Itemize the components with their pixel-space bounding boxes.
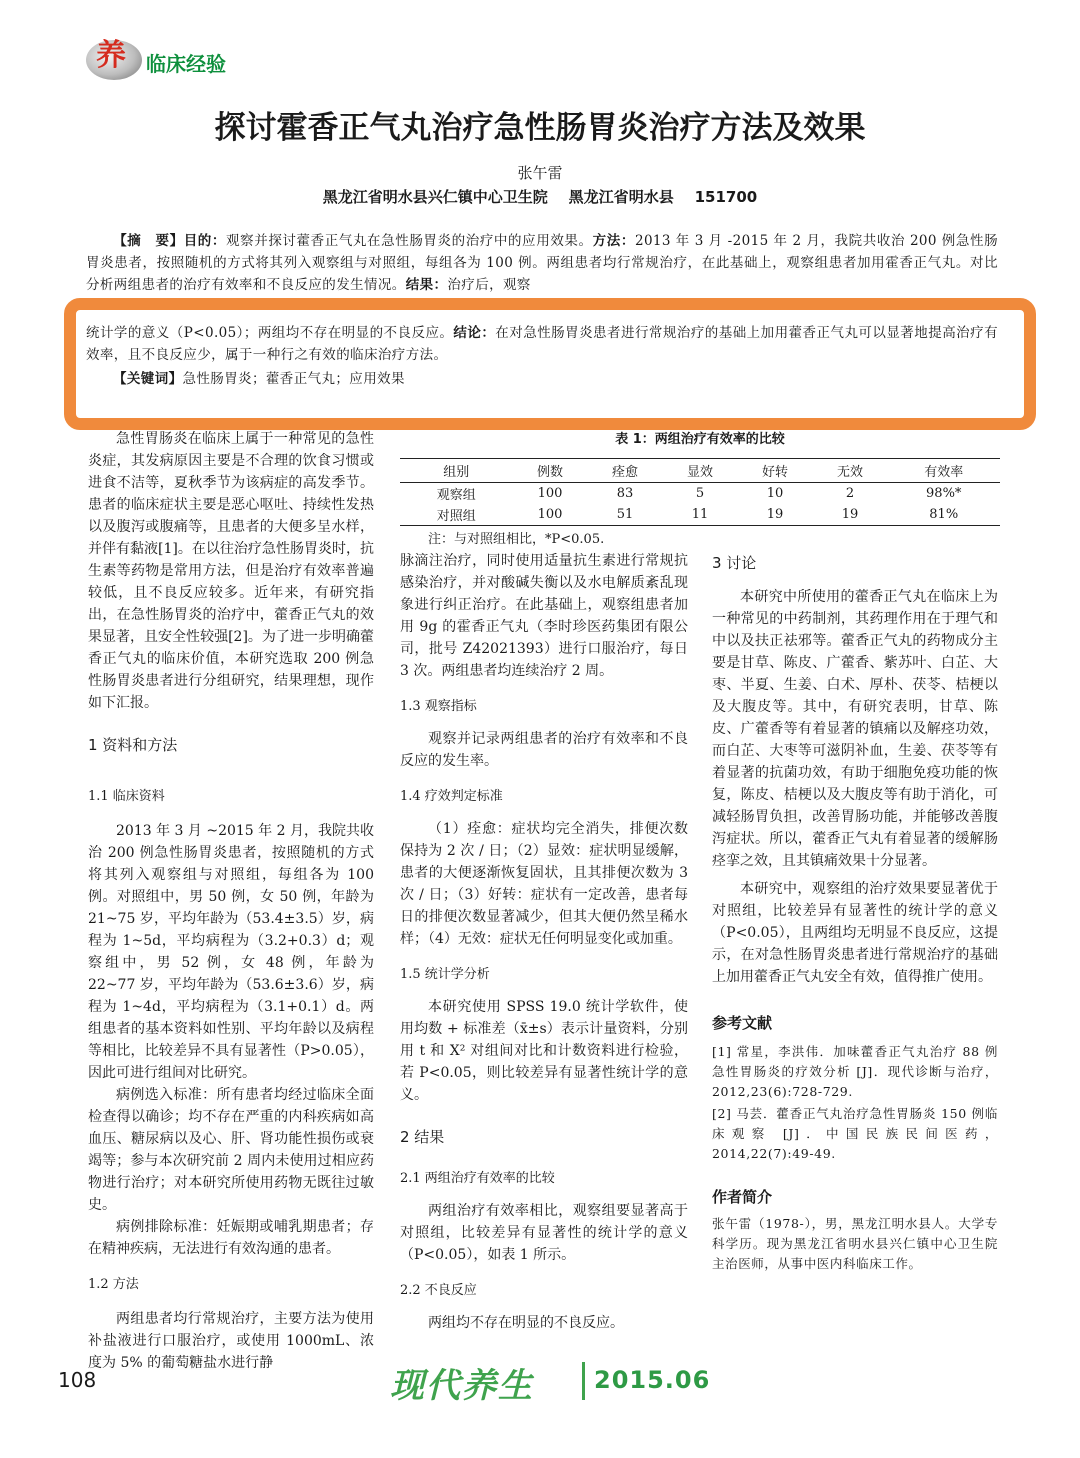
article-affiliation: 黑龙江省明水县兴仁镇中心卫生院 黑龙江省明水县 151700 bbox=[322, 188, 758, 206]
table-header-cell: 例数 bbox=[512, 459, 587, 483]
method-label: 方法： bbox=[592, 233, 635, 249]
conclusion-text: 在对急性肠胃炎患者进行常规治疗的基础上加用藿香正气丸可以显著地提高治疗有效率，且不良反应少，属于一种行之有效的临床治疗方法。 bbox=[86, 325, 998, 363]
heading-efficacy-comparison: 2.1 两组治疗有效率的比较 bbox=[400, 1171, 555, 1186]
exclusion-criteria-paragraph: 病例排除标准：妊娠期或哺乳期患者；存在精神疾病，无法进行有效沟通的患者。 bbox=[88, 1219, 374, 1257]
heading-statistics: 1.5 统计学分析 bbox=[400, 967, 490, 982]
footer-divider bbox=[582, 1362, 585, 1400]
heading-clinical-data: 1.1 临床资料 bbox=[88, 789, 165, 804]
table-cell: 19 bbox=[737, 504, 812, 526]
table-cell: 观察组 bbox=[436, 488, 476, 503]
heading-discussion: 3 讨论 bbox=[712, 554, 757, 572]
adverse-reactions-paragraph: 两组均不存在明显的不良反应。 bbox=[428, 1315, 624, 1331]
table-header-row bbox=[400, 459, 1000, 483]
table-cell: 5 bbox=[695, 486, 705, 501]
table-cell: 11 bbox=[662, 504, 737, 526]
heading-efficacy-criteria: 1.4 疗效判定标准 bbox=[400, 789, 503, 804]
keywords-text: 急性肠胃炎；藿香正气丸；应用效果 bbox=[182, 371, 405, 387]
intro-paragraph: 急性胃肠炎在临床上属于一种常见的急性炎症，其发病原因主要是不合理的饮食习惯或进食不洁等，夏秋季节为该病症的高发季节。患者的临床症状主要是恶心呕吐、持续性发热以及腹泻或腹痛等，且患者的大便多呈水样，并伴有黏液[1]。在以往治疗急性肠胃炎时，抗生素等药物是常用方法，但是治疗有效率普遍较低，且不良反应较多。近年来，有研究指出，在急性肠胃炎的治疗中，藿香正气丸的效果显著，且安全性较强[2]。为了进一步明确藿香正气丸的临床价值，本研究选取 200 例急性肠胃炎患者进行分组研究，结果理想，现作如下汇报。 bbox=[88, 431, 374, 711]
table-header-cell: 好转 bbox=[737, 459, 812, 483]
page-number: 108 bbox=[58, 1368, 97, 1392]
method-continued-paragraph: 脉滴注治疗，同时使用适量抗生素进行常规抗感染治疗，并对酸碱失衡以及水电解质紊乱现象进行纠正治疗。在此基础上，观察组患者加用 9g 的霍香正气丸（李时珍医药集团有限公司，批号 Z42021393）进行口服治疗，每日 3 次。两组患者均连续治疗 2 周。 bbox=[400, 553, 688, 679]
objective-label: 目的： bbox=[183, 233, 227, 249]
table-cell: 对照组 bbox=[400, 504, 512, 526]
table-header-cell: 显效 bbox=[662, 459, 737, 483]
heading-observation: 1.3 观察指标 bbox=[400, 699, 477, 714]
reference-item: [1] 常星，李洪伟．加味藿香正气丸治疗 88 例急性胃肠炎的疗效分析 [J]．现代诊断与治疗，2012,23(6):728-729. bbox=[712, 1044, 998, 1099]
efficacy-table bbox=[400, 458, 1000, 526]
column-right bbox=[712, 552, 998, 1274]
heading-method: 1.2 方法 bbox=[88, 1277, 139, 1292]
result-label: 结果： bbox=[405, 277, 448, 293]
heading-results: 2 结果 bbox=[400, 1128, 445, 1146]
efficacy-criteria-paragraph: （1）痊愈：症状均完全消失，排便次数保持为 2 次 / 日；（2）显效：症状明显缓解，患者的大便逐渐恢复固状，且其排便次数为 3 次 / 日；（3）好转：症状有一定改善，患者每日的排便次数显著减少，但其大便仍然呈稀水样；（4）无效：症状无任何明显变化或加重。 bbox=[400, 821, 688, 947]
abstract-label: 【摘 要】 bbox=[113, 233, 184, 249]
method-text: 2013 年 3 月 -2015 年 2 月，我院共收治 200 例急性肠胃炎患者，按照随机的方式将其列入观察组与对照组，每组各为 100 例。两组患者均行常规治疗，在此基础上，观察组患者加用霍香正气丸。对比分析两组患者的治疗有效率和不良反应的发生情况。 bbox=[86, 233, 999, 293]
table-header-cell: 无效 bbox=[812, 459, 887, 483]
journal-name-logo: 现代养生 bbox=[390, 1366, 534, 1406]
abstract-block bbox=[86, 230, 998, 296]
author-bio-heading: 作者简介 bbox=[712, 1188, 773, 1206]
article-author: 张午雷 bbox=[517, 164, 563, 182]
observation-paragraph: 观察并记录两组患者的治疗有效率和不良反应的发生率。 bbox=[400, 731, 688, 769]
heading-adverse-reactions: 2.2 不良反应 bbox=[400, 1283, 477, 1298]
discussion-paragraph-1: 本研究中所使用的藿香正气丸在临床上为一种常见的中药制剂，其药理作用在于理气和中以及扶正祛邪等。藿香正气丸的药物成分主要是甘草、陈皮、广藿香、紫苏叶、白芷、大枣、半夏、生姜、白术、厚朴、茯苓、桔梗以及大腹皮等。其中，有研究表明，甘草、陈皮、广藿香等有着显著的镇痛以及解痉功效，而白芷、大枣等可滋阴补血，生姜、茯苓等有着显著的抗菌功效，有助于细胞免疫功能的恢复，陈皮、桔梗以及大腹皮等有助于消化，可减轻肠胃负担，改善胃肠功能，并能够改善腹泻症状。所以，藿香正气丸有着显著的缓解肠痉挛之效，且其镇痛效果十分显著。 bbox=[712, 589, 998, 869]
table-cell: 83 bbox=[616, 486, 634, 501]
objective-text: 观察并探讨藿香正气丸在急性肠胃炎的治疗中的应用效果。 bbox=[226, 233, 593, 249]
table-header-cell: 有效率 bbox=[887, 459, 1000, 483]
table-cell: 100 bbox=[537, 486, 563, 501]
table-cell: 10 bbox=[766, 486, 784, 501]
table-header-cell: 痊愈 bbox=[587, 459, 662, 483]
table-cell: 51 bbox=[587, 504, 662, 526]
inclusion-criteria-paragraph: 病例选入标准：所有患者均经过临床全面检查得以确诊；均不存在严重的内科疾病如高血压、糖尿病以及心、肝、肾功能性损伤或衰竭等；参与本次研究前 2 周内未使用过相应药物进行治疗；对本研究所使用药物无既往过敏史。 bbox=[88, 1087, 374, 1213]
table-note: 注：与对照组相比，*P<0.05. bbox=[428, 532, 605, 547]
statistics-paragraph: 本研究使用 SPSS 19.0 统计学软件，使用均数 + 标准差（x̄±s）表示计量资料，分别用 t 和 X² 对组间对比和计数资料进行检验，若 P<0.05，则比较差异有显著性统计学的意义。 bbox=[400, 999, 688, 1103]
author-bio-text: 张午雷（1978-），男，黑龙江明水县人。大学专科学历。现为黑龙江省明水县兴仁镇中心卫生院主治医师，从事中医内科临床工作。 bbox=[712, 1216, 998, 1271]
result-text: 治疗后，观察 bbox=[447, 277, 531, 293]
references-heading: 参考文献 bbox=[712, 1014, 773, 1032]
conclusion-label: 结论： bbox=[453, 325, 496, 341]
issue-date: 2015.06 bbox=[594, 1366, 711, 1394]
table-cell: 19 bbox=[812, 504, 887, 526]
heading-materials-methods: 1 资料和方法 bbox=[88, 736, 178, 754]
column-left bbox=[88, 428, 374, 1374]
discussion-paragraph-2: 本研究中，观察组的治疗效果要显著优于对照组，比较差异有显著性的统计学的意义（P<0.05），且两组均无明显不良反应，这提示，在对急性肠胃炎患者进行常规治疗的基础上加用藿香正气丸安全有效，值得推广使用。 bbox=[712, 881, 998, 985]
table-cell: 81% bbox=[887, 504, 1000, 526]
clinical-data-paragraph: 2013 年 3 月 ~2015 年 2 月，我院共收治 200 例急性肠胃炎患者，按照随机的方式将其列入观察组与对照组，每组各为 100 例。对照组中，男 50 例，女 50 例，年龄为 21~75 岁，平均年龄为（53.4±3.5）岁，病程为 1~5d，平均病程为（3.2+0.3）d；观察组中，男 52 例，女 48 例，年龄为 22~77 岁，平均年龄为（53.6±3.6）岁，病程为 1~4d，平均病程为（3.1+0.1）d。两组患者的基本资料如性别、平均年龄以及病程等相比，比较差异不具有显著性（P>0.05），因此可进行组间对比研究。 bbox=[88, 823, 374, 1081]
table-cell: 2 bbox=[845, 486, 855, 501]
result-continued-text: 统计学的意义（P<0.05）；两组均不存在明显的不良反应。 bbox=[86, 325, 454, 341]
column-middle bbox=[400, 550, 688, 1334]
efficacy-comparison-paragraph: 两组治疗有效率相比，观察组要显著高于对照组，比较差异有显著性的统计学的意义（P<0.05），如表 1 所示。 bbox=[400, 1203, 688, 1263]
table-cell: 100 bbox=[512, 504, 587, 526]
abstract-block-continued bbox=[86, 322, 998, 390]
table-row bbox=[400, 504, 1000, 526]
table-row bbox=[400, 483, 1000, 505]
table-header-cell: 组别 bbox=[400, 459, 512, 483]
table-cell: 98%* bbox=[926, 486, 962, 501]
table-title: 表 1：两组治疗有效率的比较 bbox=[615, 432, 785, 447]
method-paragraph: 两组患者均行常规治疗，主要方法为使用补盐液进行口服治疗，或使用 1000mL、浓度为 5% 的葡萄糖盐水进行静 bbox=[88, 1311, 374, 1371]
keywords-label: 【关键词】 bbox=[113, 371, 183, 387]
section-label: 临床经验 bbox=[146, 52, 226, 76]
journal-logo-glyph: 养 bbox=[96, 38, 126, 73]
article-title: 探讨霍香正气丸治疗急性肠胃炎治疗方法及效果 bbox=[214, 110, 866, 146]
reference-item: [2] 马芸．藿香正气丸治疗急性胃肠炎 150 例临床观察 [J]．中国民族民间医药，2014,22(7):49-49. bbox=[712, 1106, 998, 1161]
